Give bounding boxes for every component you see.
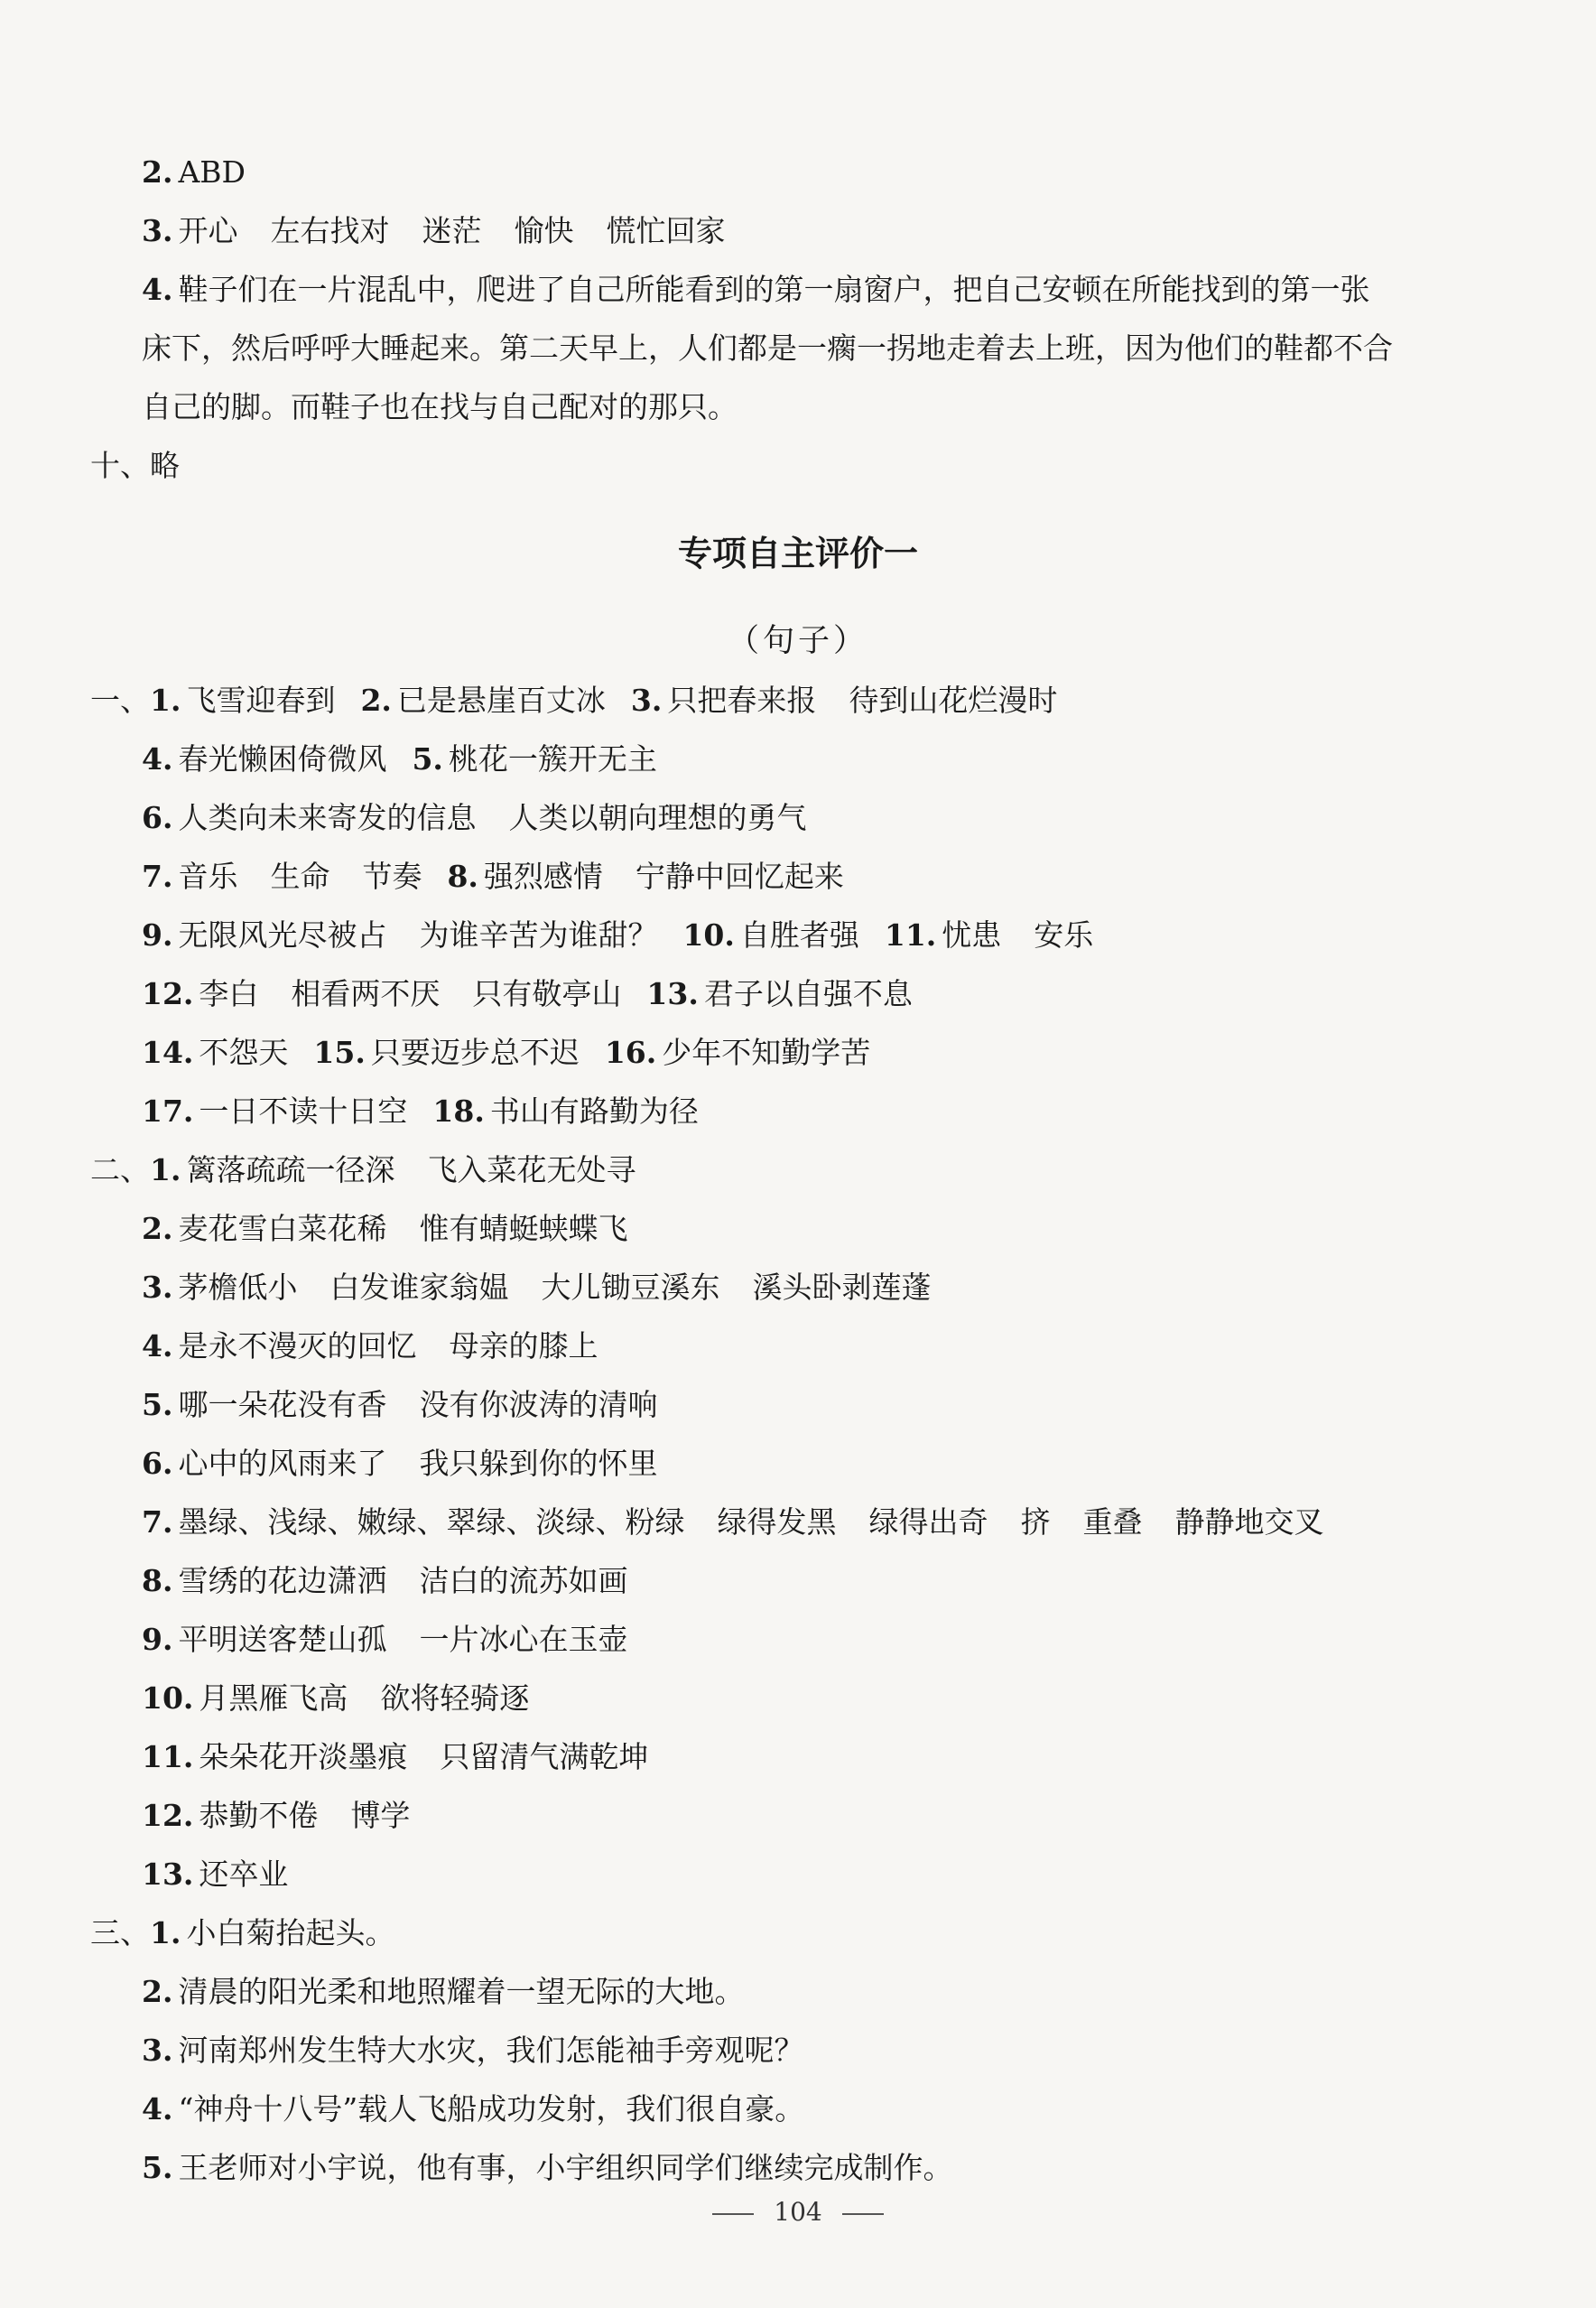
answer-text: 洁白的流苏如画	[419, 1563, 628, 1598]
page-footer	[0, 2196, 1596, 2229]
section2-row	[142, 1680, 529, 1717]
question-number: 11.	[884, 917, 937, 953]
question-number: 3.	[630, 683, 663, 718]
question-number: 8.	[142, 1563, 173, 1598]
section3-row	[142, 2091, 804, 2127]
prev-q4-line3: 自己的脚。而鞋子也在找与自己配对的那只。	[142, 389, 738, 424]
answer-text: 不怨天	[199, 1035, 289, 1070]
section2-row	[142, 1328, 598, 1364]
question-number: 14.	[142, 1035, 194, 1070]
question-number: 7.	[142, 859, 173, 894]
footer-dash-right	[842, 2213, 884, 2215]
page-number: 104	[774, 2197, 822, 2227]
answer-text: 王老师对小宇说，他有事，小宇组织同学们继续完成制作。	[178, 2150, 953, 2185]
answer-text: 绿得出奇	[868, 1504, 988, 1540]
question-number: 13.	[142, 1857, 194, 1892]
question-number: 2.	[142, 1974, 173, 2009]
question-number: 2.	[142, 1211, 173, 1246]
section2-row	[142, 1387, 657, 1423]
answer-text: 白发谁家翁媪	[329, 1270, 509, 1305]
section2-row	[142, 1211, 627, 1247]
answer-text: 只要迈步总不迟	[370, 1035, 580, 1070]
section3-row	[90, 1915, 394, 1951]
section2-row	[142, 1739, 648, 1775]
section1-row	[142, 917, 1093, 954]
section-subtitle: （句子）	[727, 623, 868, 659]
answer-text: 忧患	[942, 917, 1002, 953]
answer-text: 君子以自强不息	[703, 976, 913, 1011]
answer-text: 清晨的阳光柔和地照耀着一望无际的大地。	[178, 1974, 745, 2009]
section2-row	[142, 1270, 931, 1306]
answer-text: 挤	[1020, 1504, 1051, 1540]
answer-text: 大儿锄豆溪东	[541, 1270, 720, 1305]
answer-text: 恭勤不倦	[199, 1798, 319, 1833]
answer-text: 相看两不厌	[291, 976, 441, 1011]
answer-text: 无限风光尽被占	[178, 917, 387, 953]
answer-text: 溪头卧剥莲蓬	[752, 1270, 932, 1305]
answer-text: 茅檐低小	[178, 1270, 298, 1305]
question-number: 9.	[142, 917, 173, 953]
question-number: 16.	[604, 1035, 657, 1070]
answer-text: 麦花雪白菜花稀	[178, 1211, 387, 1246]
answer-text: “神舟十八号”载人飞船成功发射，我们很自豪。	[178, 2091, 805, 2127]
question-number: 1.	[150, 1152, 181, 1187]
answer-text: 河南郑州发生特大水灾，我们怎能袖手旁观呢？	[178, 2033, 804, 2068]
footer-dash-left	[712, 2213, 754, 2215]
prev-q10: 十、略	[90, 448, 180, 483]
prev-q3: 3. 开心 左右找对 迷茫 愉快 慌忙回家	[142, 213, 726, 248]
answer-text: 只有敬亭山	[472, 976, 622, 1011]
answer-text: 静静地交叉	[1174, 1504, 1324, 1540]
answer-text: 博学	[350, 1798, 411, 1833]
answer-text: 篱落疏疏一径深	[186, 1152, 395, 1187]
answer-text: 哪一朵花没有香	[178, 1387, 387, 1422]
answer-text: 春光懒困倚微风	[178, 741, 387, 777]
question-number: 4.	[142, 741, 173, 777]
prev-q4-line1: 4. 鞋子们在一片混乱中，爬进了自己所能看到的第一扇窗户，把自己安顿在所能找到的第一张	[142, 272, 1370, 307]
answer-text: 飞雪迎春到	[186, 683, 336, 718]
answer-text: 重叠	[1082, 1504, 1143, 1540]
answer-text: 安乐	[1034, 917, 1094, 953]
answer-text: 只留清气满乾坤	[440, 1739, 649, 1774]
question-number: 15.	[313, 1035, 366, 1070]
question-number: 13.	[646, 976, 699, 1011]
question-number: 3.	[142, 2033, 173, 2068]
answer-text: 月黑雁飞高	[199, 1680, 348, 1716]
question-number: 10.	[142, 1680, 194, 1716]
section1-row	[142, 859, 844, 895]
section1-row	[142, 800, 806, 836]
section2-row	[142, 1798, 410, 1834]
question-number: 9.	[142, 1622, 173, 1657]
prev-q2-text: ABD	[178, 154, 246, 190]
question-number: 11.	[142, 1739, 194, 1774]
section2-row	[142, 1446, 657, 1482]
question-number: 1.	[150, 683, 181, 718]
question-number: 18.	[432, 1094, 485, 1129]
section1-label: 一、	[90, 683, 150, 718]
answer-text: 心中的风雨来了	[178, 1446, 387, 1481]
answer-text: 惟有蜻蜓蛱蝶飞	[419, 1211, 628, 1246]
section1-row	[142, 1094, 699, 1130]
answer-text: 自胜者强	[739, 917, 859, 953]
answer-text: 只把春来报	[667, 683, 817, 718]
section2-row	[90, 1152, 636, 1188]
question-number: 4.	[142, 1328, 173, 1363]
question-number: 3.	[142, 1270, 173, 1305]
answer-text: 为谁辛苦为谁甜？	[419, 917, 658, 953]
answer-text: 人类向未来寄发的信息	[178, 800, 477, 835]
section1-row	[142, 1035, 870, 1071]
section3-label: 三、	[90, 1915, 150, 1950]
question-number: 12.	[142, 1798, 194, 1833]
section2-label: 二、	[90, 1152, 150, 1187]
answer-text: 没有你波涛的清响	[419, 1387, 658, 1422]
answer-text: 母亲的膝上	[449, 1328, 598, 1363]
section3-row	[142, 1974, 744, 2010]
section2-row	[142, 1622, 627, 1658]
answer-text: 一片冰心在玉壶	[419, 1622, 628, 1657]
question-number: 10.	[682, 917, 735, 953]
section1-row	[90, 683, 1057, 719]
answer-text: 李白	[199, 976, 259, 1011]
question-number: 6.	[142, 1446, 173, 1481]
answer-text: 宁静中回忆起来	[635, 859, 844, 894]
answer-text: 音乐	[178, 859, 238, 894]
question-number: 6.	[142, 800, 173, 835]
answer-text: 强烈感情	[483, 859, 603, 894]
answer-text: 是永不漫灭的回忆	[178, 1328, 417, 1363]
answer-text: 欲将轻骑逐	[380, 1680, 530, 1716]
section3-row	[142, 2033, 803, 2069]
answer-text: 绿得发黑	[717, 1504, 837, 1540]
question-number: 4.	[142, 2091, 173, 2127]
answer-text: 平明送客楚山孤	[178, 1622, 387, 1657]
answer-text: 节奏	[362, 859, 422, 894]
prev-q2: 2. ABD	[142, 154, 246, 190]
answer-text: 桃花一簇开无主	[448, 741, 657, 777]
question-number: 12.	[142, 976, 194, 1011]
question-number: 2.	[360, 683, 392, 718]
question-number: 8.	[447, 859, 478, 894]
answer-text: 书山有路勤为径	[489, 1094, 699, 1129]
question-number: 1.	[150, 1915, 181, 1950]
section2-row	[142, 1504, 1323, 1540]
answer-text: 人类以朝向理想的勇气	[508, 800, 807, 835]
section2-row	[142, 1563, 627, 1599]
answer-text: 生命	[270, 859, 330, 894]
answer-text: 一日不读十日空	[199, 1094, 408, 1129]
answer-text: 朵朵花开淡墨痕	[199, 1739, 408, 1774]
answer-text: 墨绿、浅绿、嫩绿、翠绿、淡绿、粉绿	[178, 1504, 685, 1540]
answer-text: 雪绣的花边潇洒	[178, 1563, 387, 1598]
answer-text: 待到山花烂漫时	[849, 683, 1058, 718]
answer-text: 少年不知勤学苦	[662, 1035, 871, 1070]
question-number: 17.	[142, 1094, 194, 1129]
answer-text: 我只躲到你的怀里	[419, 1446, 658, 1481]
answer-text: 还卒业	[199, 1857, 289, 1892]
question-number: 5.	[142, 1387, 173, 1422]
question-number: 5.	[412, 741, 443, 777]
answer-text: 已是悬崖百丈冰	[396, 683, 606, 718]
question-number: 5.	[142, 2150, 173, 2185]
answer-text: 飞入菜花无处寻	[427, 1152, 636, 1187]
section2-row	[142, 1857, 288, 1893]
section1-row	[142, 741, 657, 777]
section-title: 专项自主评价一	[677, 534, 918, 573]
section1-row	[142, 976, 913, 1012]
answer-text: 小白菊抬起头。	[186, 1915, 395, 1950]
section3-row	[142, 2150, 952, 2186]
prev-q4-line2: 床下，然后呼呼大睡起来。第二天早上，人们都是一瘸一拐地走着去上班，因为他们的鞋都不合	[142, 330, 1393, 366]
question-number: 7.	[142, 1504, 173, 1540]
